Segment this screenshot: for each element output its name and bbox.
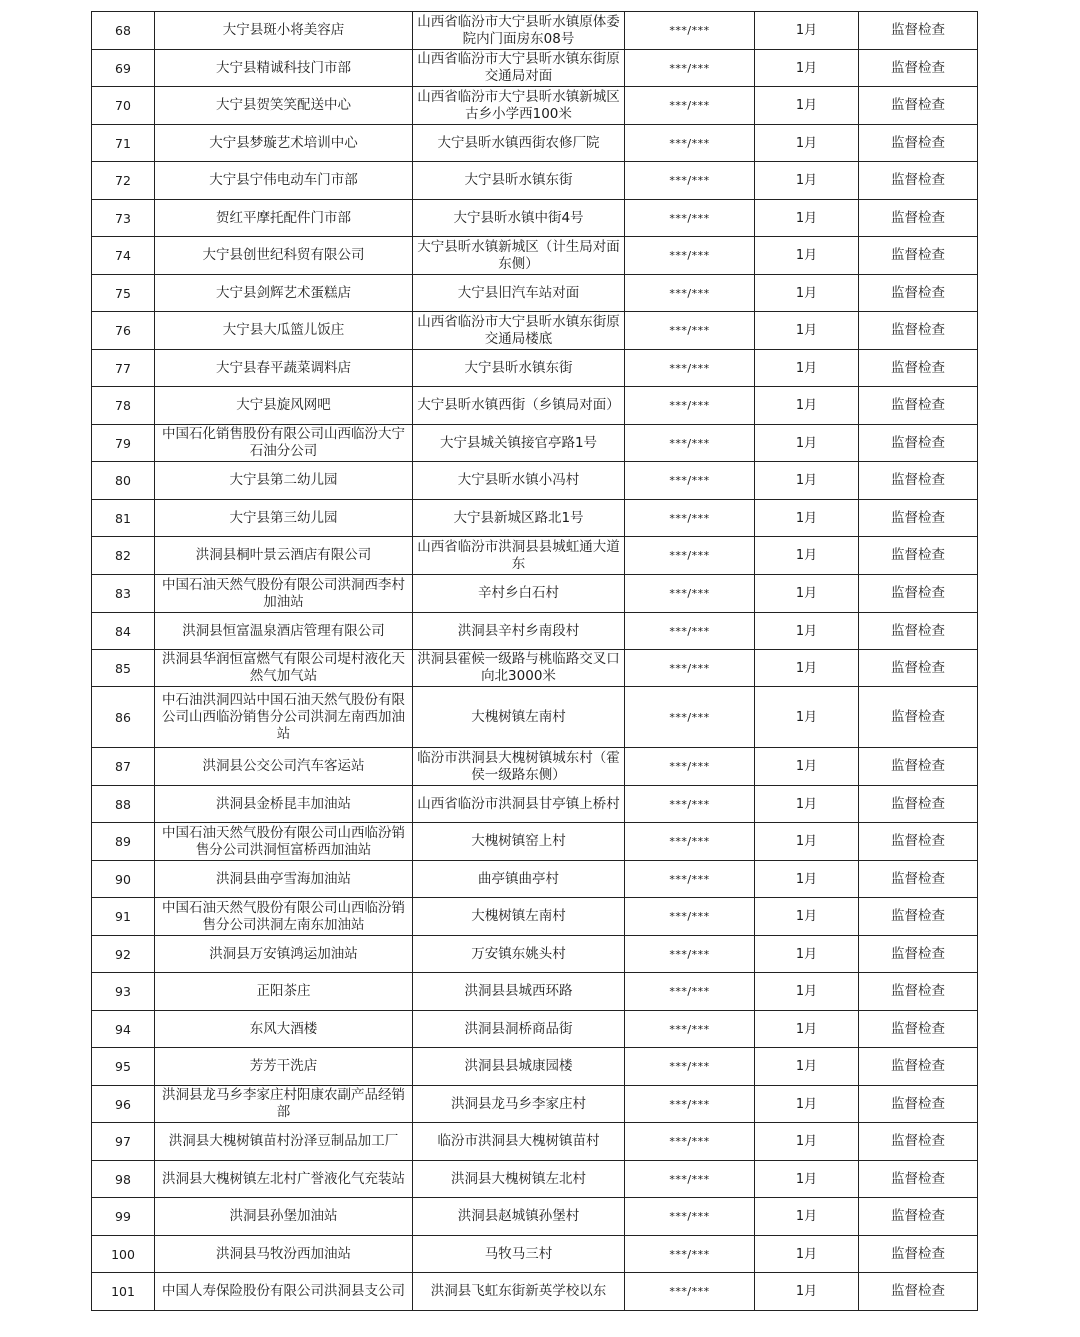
unit-name-cell: 中石油洪洞四站中国石油天然气股份有限公司山西临汾销售分公司洪洞左南西加油站 (155, 687, 413, 748)
month-cell: 1月 (755, 650, 859, 687)
row-number-cell: 85 (92, 650, 155, 687)
table-row (92, 1086, 978, 1123)
masked-code-cell: ***/*** (625, 786, 755, 823)
unit-name-cell: 洪洞县万安镇鸿运加油站 (155, 936, 413, 973)
table-row (92, 200, 978, 237)
address-cell: 洪洞县飞虹东街新英学校以东 (413, 1273, 625, 1311)
table-row (92, 687, 978, 748)
masked-code-cell: ***/*** (625, 1273, 755, 1311)
row-number-cell: 97 (92, 1123, 155, 1161)
masked-code-cell: ***/*** (625, 350, 755, 387)
inspection-type-cell: 监督检查 (859, 575, 978, 613)
address-cell: 洪洞县县城西环路 (413, 973, 625, 1011)
unit-name-cell: 洪洞县孙堡加油站 (155, 1198, 413, 1236)
inspection-type-cell: 监督检查 (859, 200, 978, 237)
table-row (92, 1123, 978, 1161)
masked-code-cell: ***/*** (625, 237, 755, 275)
address-cell: 大槐树镇左南村 (413, 687, 625, 748)
table-row (92, 125, 978, 162)
address-cell: 大宁县昕水镇东街 (413, 350, 625, 387)
row-number-cell: 79 (92, 425, 155, 462)
row-number-cell: 82 (92, 537, 155, 575)
month-cell: 1月 (755, 237, 859, 275)
month-cell: 1月 (755, 425, 859, 462)
unit-name-cell: 洪洞县龙马乡李家庄村阳康农副产品经销部 (155, 1086, 413, 1123)
address-cell: 洪洞县大槐树镇左北村 (413, 1161, 625, 1198)
inspection-type-cell: 监督检查 (859, 1086, 978, 1123)
address-cell: 山西省临汾市大宁县昕水镇东街原交通局楼底 (413, 312, 625, 350)
unit-name-cell: 洪洞县华润恒富燃气有限公司堤村液化天然气加气站 (155, 650, 413, 687)
masked-code-cell: ***/*** (625, 823, 755, 861)
table-row (92, 1161, 978, 1198)
inspection-type-cell: 监督检查 (859, 50, 978, 87)
address-cell: 大宁县昕水镇东街 (413, 162, 625, 200)
row-number-cell: 80 (92, 462, 155, 500)
inspection-type-cell: 监督检查 (859, 973, 978, 1011)
address-cell: 大槐树镇窑上村 (413, 823, 625, 861)
month-cell: 1月 (755, 973, 859, 1011)
unit-name-cell: 洪洞县大槐树镇苗村汾泽豆制品加工厂 (155, 1123, 413, 1161)
masked-code-cell: ***/*** (625, 125, 755, 162)
table-row (92, 312, 978, 350)
unit-name-cell: 大宁县创世纪科贸有限公司 (155, 237, 413, 275)
row-number-cell: 81 (92, 500, 155, 537)
address-cell: 洪洞县洞桥商品街 (413, 1011, 625, 1048)
table-row (92, 462, 978, 500)
row-number-cell: 73 (92, 200, 155, 237)
month-cell: 1月 (755, 200, 859, 237)
unit-name-cell: 大宁县贺笑笑配送中心 (155, 87, 413, 125)
unit-name-cell: 洪洞县金桥昆丰加油站 (155, 786, 413, 823)
address-cell: 山西省临汾市洪洞县甘亭镇上桥村 (413, 786, 625, 823)
inspection-type-cell: 监督检查 (859, 898, 978, 936)
address-cell: 大宁县昕水镇小冯村 (413, 462, 625, 500)
month-cell: 1月 (755, 1123, 859, 1161)
row-number-cell: 83 (92, 575, 155, 613)
masked-code-cell: ***/*** (625, 1011, 755, 1048)
inspection-type-cell: 监督检查 (859, 786, 978, 823)
row-number-cell: 92 (92, 936, 155, 973)
inspection-type-cell: 监督检查 (859, 1198, 978, 1236)
inspection-type-cell: 监督检查 (859, 125, 978, 162)
inspection-type-cell: 监督检查 (859, 12, 978, 50)
masked-code-cell: ***/*** (625, 1198, 755, 1236)
month-cell: 1月 (755, 125, 859, 162)
month-cell: 1月 (755, 350, 859, 387)
inspection-type-cell: 监督检查 (859, 936, 978, 973)
inspection-type-cell: 监督检查 (859, 1048, 978, 1086)
address-cell: 马牧马三村 (413, 1236, 625, 1273)
table-row (92, 861, 978, 898)
inspection-type-cell: 监督检查 (859, 500, 978, 537)
masked-code-cell: ***/*** (625, 748, 755, 786)
unit-name-cell: 大宁县梦璇艺术培训中心 (155, 125, 413, 162)
address-cell: 大宁县昕水镇新城区（计生局对面东侧） (413, 237, 625, 275)
masked-code-cell: ***/*** (625, 462, 755, 500)
row-number-cell: 76 (92, 312, 155, 350)
unit-name-cell: 洪洞县马牧汾西加油站 (155, 1236, 413, 1273)
table-row (92, 350, 978, 387)
inspection-type-cell: 监督检查 (859, 613, 978, 650)
row-number-cell: 69 (92, 50, 155, 87)
masked-code-cell: ***/*** (625, 500, 755, 537)
inspection-type-cell: 监督检查 (859, 87, 978, 125)
inspection-type-cell: 监督检查 (859, 1236, 978, 1273)
row-number-cell: 70 (92, 87, 155, 125)
unit-name-cell: 中国石油天然气股份有限公司山西临汾销售分公司洪洞恒富桥西加油站 (155, 823, 413, 861)
masked-code-cell: ***/*** (625, 861, 755, 898)
masked-code-cell: ***/*** (625, 687, 755, 748)
address-cell: 大宁县城关镇接官亭路1号 (413, 425, 625, 462)
row-number-cell: 72 (92, 162, 155, 200)
month-cell: 1月 (755, 898, 859, 936)
month-cell: 1月 (755, 1161, 859, 1198)
address-cell: 大宁县昕水镇西街（乡镇局对面） (413, 387, 625, 425)
row-number-cell: 96 (92, 1086, 155, 1123)
masked-code-cell: ***/*** (625, 1048, 755, 1086)
masked-code-cell: ***/*** (625, 312, 755, 350)
table-row (92, 500, 978, 537)
month-cell: 1月 (755, 87, 859, 125)
unit-name-cell: 大宁县旋风网吧 (155, 387, 413, 425)
unit-name-cell: 大宁县斑小将美容店 (155, 12, 413, 50)
unit-name-cell: 洪洞县恒富温泉酒店管理有限公司 (155, 613, 413, 650)
masked-code-cell: ***/*** (625, 1161, 755, 1198)
inspection-type-cell: 监督检查 (859, 237, 978, 275)
month-cell: 1月 (755, 537, 859, 575)
unit-name-cell: 大宁县剑辉艺术蛋糕店 (155, 275, 413, 312)
month-cell: 1月 (755, 162, 859, 200)
row-number-cell: 86 (92, 687, 155, 748)
month-cell: 1月 (755, 936, 859, 973)
address-cell: 洪洞县赵城镇孙堡村 (413, 1198, 625, 1236)
address-cell: 辛村乡白石村 (413, 575, 625, 613)
table-row (92, 387, 978, 425)
masked-code-cell: ***/*** (625, 650, 755, 687)
inspection-type-cell: 监督检查 (859, 650, 978, 687)
month-cell: 1月 (755, 1086, 859, 1123)
address-cell: 洪洞县县城康园楼 (413, 1048, 625, 1086)
month-cell: 1月 (755, 1273, 859, 1311)
inspection-type-cell: 监督检查 (859, 275, 978, 312)
masked-code-cell: ***/*** (625, 425, 755, 462)
masked-code-cell: ***/*** (625, 613, 755, 650)
row-number-cell: 100 (92, 1236, 155, 1273)
address-cell: 大宁县昕水镇西街农修厂院 (413, 125, 625, 162)
masked-code-cell: ***/*** (625, 936, 755, 973)
month-cell: 1月 (755, 861, 859, 898)
row-number-cell: 87 (92, 748, 155, 786)
table-row (92, 537, 978, 575)
address-cell: 洪洞县霍候一级路与桃临路交叉口向北3000米 (413, 650, 625, 687)
month-cell: 1月 (755, 312, 859, 350)
address-cell: 大宁县昕水镇中街4号 (413, 200, 625, 237)
row-number-cell: 74 (92, 237, 155, 275)
month-cell: 1月 (755, 1198, 859, 1236)
row-number-cell: 93 (92, 973, 155, 1011)
table-row (92, 1048, 978, 1086)
table-row (92, 936, 978, 973)
table-row (92, 823, 978, 861)
table-row (92, 1198, 978, 1236)
month-cell: 1月 (755, 1236, 859, 1273)
month-cell: 1月 (755, 12, 859, 50)
inspection-type-cell: 监督检查 (859, 687, 978, 748)
address-cell: 万安镇东姚头村 (413, 936, 625, 973)
row-number-cell: 78 (92, 387, 155, 425)
masked-code-cell: ***/*** (625, 50, 755, 87)
inspection-type-cell: 监督检查 (859, 162, 978, 200)
month-cell: 1月 (755, 823, 859, 861)
masked-code-cell: ***/*** (625, 275, 755, 312)
address-cell: 大宁县旧汽车站对面 (413, 275, 625, 312)
table-row (92, 275, 978, 312)
table-row (92, 786, 978, 823)
row-number-cell: 68 (92, 12, 155, 50)
inspection-type-cell: 监督检查 (859, 1161, 978, 1198)
inspection-type-cell: 监督检查 (859, 1273, 978, 1311)
table-row (92, 425, 978, 462)
table-row (92, 87, 978, 125)
row-number-cell: 71 (92, 125, 155, 162)
unit-name-cell: 大宁县大瓜篮儿饭庄 (155, 312, 413, 350)
table-body (92, 12, 978, 1311)
masked-code-cell: ***/*** (625, 87, 755, 125)
unit-name-cell: 大宁县春平蔬菜调料店 (155, 350, 413, 387)
unit-name-cell: 洪洞县公交公司汽车客运站 (155, 748, 413, 786)
table-row (92, 748, 978, 786)
unit-name-cell: 洪洞县桐叶景云酒店有限公司 (155, 537, 413, 575)
month-cell: 1月 (755, 387, 859, 425)
inspection-type-cell: 监督检查 (859, 861, 978, 898)
table-row (92, 162, 978, 200)
unit-name-cell: 大宁县第三幼儿园 (155, 500, 413, 537)
address-cell: 山西省临汾市大宁县昕水镇东街原交通局对面 (413, 50, 625, 87)
row-number-cell: 88 (92, 786, 155, 823)
address-cell: 临汾市洪洞县大槐树镇城东村（霍侯一级路东侧） (413, 748, 625, 786)
row-number-cell: 89 (92, 823, 155, 861)
row-number-cell: 99 (92, 1198, 155, 1236)
month-cell: 1月 (755, 500, 859, 537)
address-cell: 山西省临汾市大宁县昕水镇原体委院内门面房东08号 (413, 12, 625, 50)
masked-code-cell: ***/*** (625, 200, 755, 237)
masked-code-cell: ***/*** (625, 162, 755, 200)
unit-name-cell: 大宁县第二幼儿园 (155, 462, 413, 500)
row-number-cell: 91 (92, 898, 155, 936)
row-number-cell: 75 (92, 275, 155, 312)
unit-name-cell: 芳芳干洗店 (155, 1048, 413, 1086)
address-cell: 临汾市洪洞县大槐树镇苗村 (413, 1123, 625, 1161)
inspection-type-cell: 监督检查 (859, 1123, 978, 1161)
month-cell: 1月 (755, 275, 859, 312)
table-row (92, 973, 978, 1011)
unit-name-cell: 中国石化销售股份有限公司山西临汾大宁石油分公司 (155, 425, 413, 462)
row-number-cell: 77 (92, 350, 155, 387)
row-number-cell: 98 (92, 1161, 155, 1198)
inspection-type-cell: 监督检查 (859, 387, 978, 425)
masked-code-cell: ***/*** (625, 1086, 755, 1123)
table-row (92, 1273, 978, 1311)
row-number-cell: 84 (92, 613, 155, 650)
inspection-type-cell: 监督检查 (859, 425, 978, 462)
masked-code-cell: ***/*** (625, 898, 755, 936)
row-number-cell: 95 (92, 1048, 155, 1086)
masked-code-cell: ***/*** (625, 12, 755, 50)
month-cell: 1月 (755, 462, 859, 500)
inspection-type-cell: 监督检查 (859, 537, 978, 575)
inspection-type-cell: 监督检查 (859, 462, 978, 500)
masked-code-cell: ***/*** (625, 537, 755, 575)
masked-code-cell: ***/*** (625, 575, 755, 613)
unit-name-cell: 中国石油天然气股份有限公司山西临汾销售分公司洪洞左南东加油站 (155, 898, 413, 936)
table-row (92, 12, 978, 50)
inspection-type-cell: 监督检查 (859, 312, 978, 350)
address-cell: 曲亭镇曲亭村 (413, 861, 625, 898)
unit-name-cell: 东风大酒楼 (155, 1011, 413, 1048)
row-number-cell: 90 (92, 861, 155, 898)
address-cell: 山西省临汾市洪洞县县城虹通大道东 (413, 537, 625, 575)
unit-name-cell: 中国人寿保险股份有限公司洪洞县支公司 (155, 1273, 413, 1311)
month-cell: 1月 (755, 1048, 859, 1086)
unit-name-cell: 中国石油天然气股份有限公司洪洞西李村加油站 (155, 575, 413, 613)
unit-name-cell: 洪洞县曲亭雪海加油站 (155, 861, 413, 898)
inspection-type-cell: 监督检查 (859, 823, 978, 861)
masked-code-cell: ***/*** (625, 973, 755, 1011)
masked-code-cell: ***/*** (625, 1236, 755, 1273)
address-cell: 山西省临汾市大宁县昕水镇新城区古乡小学西100米 (413, 87, 625, 125)
table-row (92, 898, 978, 936)
address-cell: 洪洞县辛村乡南段村 (413, 613, 625, 650)
address-cell: 洪洞县龙马乡李家庄村 (413, 1086, 625, 1123)
address-cell: 大槐树镇左南村 (413, 898, 625, 936)
table-row (92, 237, 978, 275)
inspection-table (91, 11, 978, 1311)
month-cell: 1月 (755, 1011, 859, 1048)
table-row (92, 50, 978, 87)
table-row (92, 1011, 978, 1048)
table-row (92, 1236, 978, 1273)
masked-code-cell: ***/*** (625, 1123, 755, 1161)
unit-name-cell: 大宁县精诚科技门市部 (155, 50, 413, 87)
month-cell: 1月 (755, 613, 859, 650)
unit-name-cell: 正阳茶庄 (155, 973, 413, 1011)
month-cell: 1月 (755, 575, 859, 613)
inspection-type-cell: 监督检查 (859, 1011, 978, 1048)
inspection-type-cell: 监督检查 (859, 350, 978, 387)
month-cell: 1月 (755, 687, 859, 748)
table-row (92, 613, 978, 650)
masked-code-cell: ***/*** (625, 387, 755, 425)
row-number-cell: 94 (92, 1011, 155, 1048)
table-row (92, 650, 978, 687)
inspection-type-cell: 监督检查 (859, 748, 978, 786)
table-row (92, 575, 978, 613)
unit-name-cell: 大宁县宁伟电动车门市部 (155, 162, 413, 200)
address-cell: 大宁县新城区路北1号 (413, 500, 625, 537)
unit-name-cell: 贺红平摩托配件门市部 (155, 200, 413, 237)
month-cell: 1月 (755, 748, 859, 786)
unit-name-cell: 洪洞县大槐树镇左北村广誉液化气充装站 (155, 1161, 413, 1198)
month-cell: 1月 (755, 50, 859, 87)
row-number-cell: 101 (92, 1273, 155, 1311)
month-cell: 1月 (755, 786, 859, 823)
